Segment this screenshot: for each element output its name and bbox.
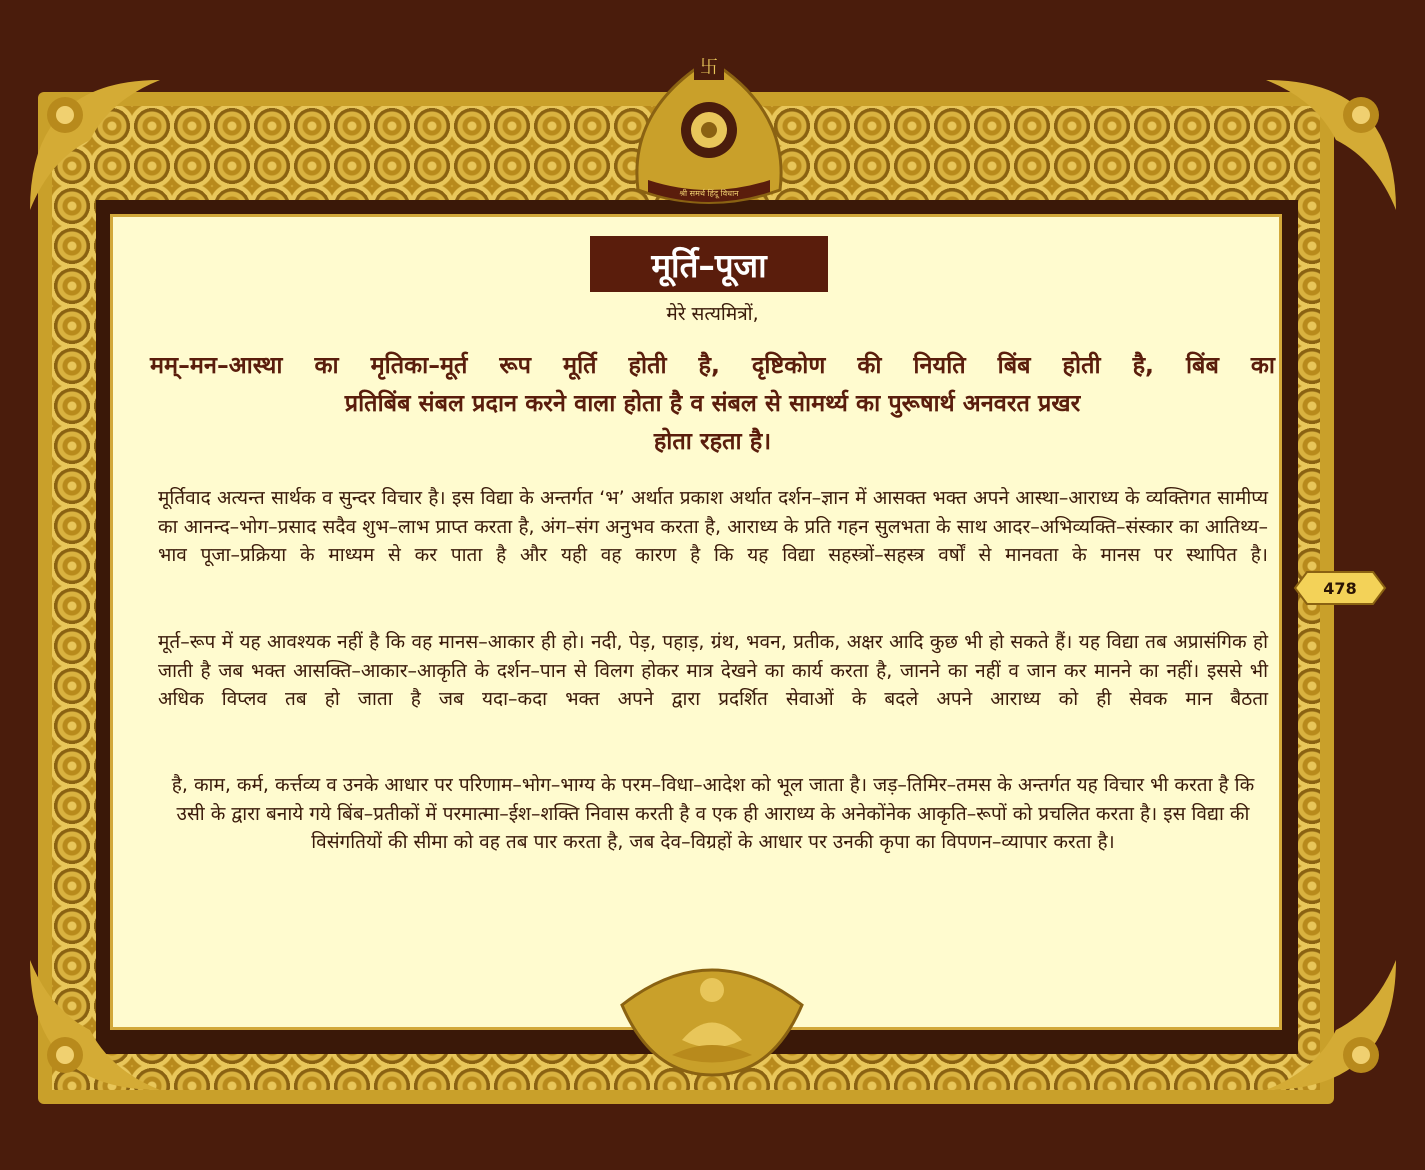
title-box (590, 236, 828, 292)
page-title: मूर्ति–पूजा (651, 245, 767, 285)
greeting: मेरे सत्यमित्रों, (666, 303, 759, 325)
bottom-deity-ornament-icon (612, 945, 812, 1080)
svg-text:卐: 卐 (700, 57, 718, 78)
lead-line-3: होता रहता है। (653, 427, 772, 455)
lead-line-2: प्रतिबिंब संबल प्रदान करने वाला होता है व संबल से सामर्थ्य का पुरूषार्थ अनवरत प्रखर (344, 389, 1081, 417)
crest-banner-text: श्री समर्थ हिंदू विधान (679, 189, 739, 198)
paragraph-2-part-2: है, काम, कर्म, कर्त्तव्य व उनके आधार पर परिणाम–भोग–भाग्य के परम–विधा–आदेश को भूल जाता है। जड़–तिमिर–तमस के अन्तर्गत यह विचार भी करता है कि उसी के द्वारा बनाये गये बिंब–प्रतीकों में परमात्मा–ईश–शक्ति निवास करती है व एक ही आराध्य के अनेकोंनेक आकृति–रूपों को प्रचलित करता है। इस विद्या की विसंगतियों की सीमा को वह तब पार करता है, जब देव–विग्रहों के आधार पर उनकी कृपा का विपणन–व्यापार करता है। (171, 774, 1255, 854)
corner-ornament-top-right-icon (1256, 70, 1406, 220)
crest-emblem-icon (618, 40, 800, 220)
paragraph-1: मूर्तिवाद अत्यन्त सार्थक व सुन्दर विचार है। इस विद्या के अन्तर्गत ‘भ’ अर्थात प्रकाश अर्थात दर्शन–ज्ञान में आसक्त भक्त अपने आस्था–आराध्य के व्यक्तिगत सामीप्य का आनन्द–भोग–प्रसाद सदैव शुभ–लाभ प्राप्त करता है, अंग–संग अनुभव करता है, आराध्य के प्रति गहन सुलभता के साथ आदर–अभिव्यक्ति–संस्कार का आतिथ्य–भाव पूजा–प्रक्रिया के माध्यम से कर पाता है और यही वह कारण है कि यह विद्या सहस्त्रों–सहस्त्र वर्षों से मानवता के मानस पर स्थापित है। (158, 487, 1268, 567)
lead-statement (150, 346, 1275, 460)
paragraph-2-part-1: मूर्त–रूप में यह आवश्यक नहीं है कि वह मानस–आकार ही हो। नदी, पेड़, पहाड़, ग्रंथ, भवन, प्रतीक, अक्षर आदि कुछ भी हो सकते हैं। यह विद्या तब अप्रासंगिक हो जाती है जब भक्त आसक्ति–आकार–आकृति के दर्शन–पान से विलग होकर मात्र देखने का कार्य करता है, जानने का नहीं व जान कर मानने का नहीं। इससे भी अधिक विप्लव तब हो जाता है जब यदा–कदा भक्त अपने द्वारा प्रदर्शित सेवाओं के बदले अपने आराध्य को ही सेवक मान बैठता (158, 631, 1268, 711)
lead-line-1: मम्–मन–आस्था का मृतिका–मूर्त रूप मूर्ति होती है, दृष्टिकोण की नियति बिंब होती है, बिंब का (150, 351, 1275, 379)
corner-ornament-top-left-icon (20, 70, 170, 220)
content-panel (110, 214, 1282, 1030)
page-number: 478 (1323, 578, 1357, 598)
